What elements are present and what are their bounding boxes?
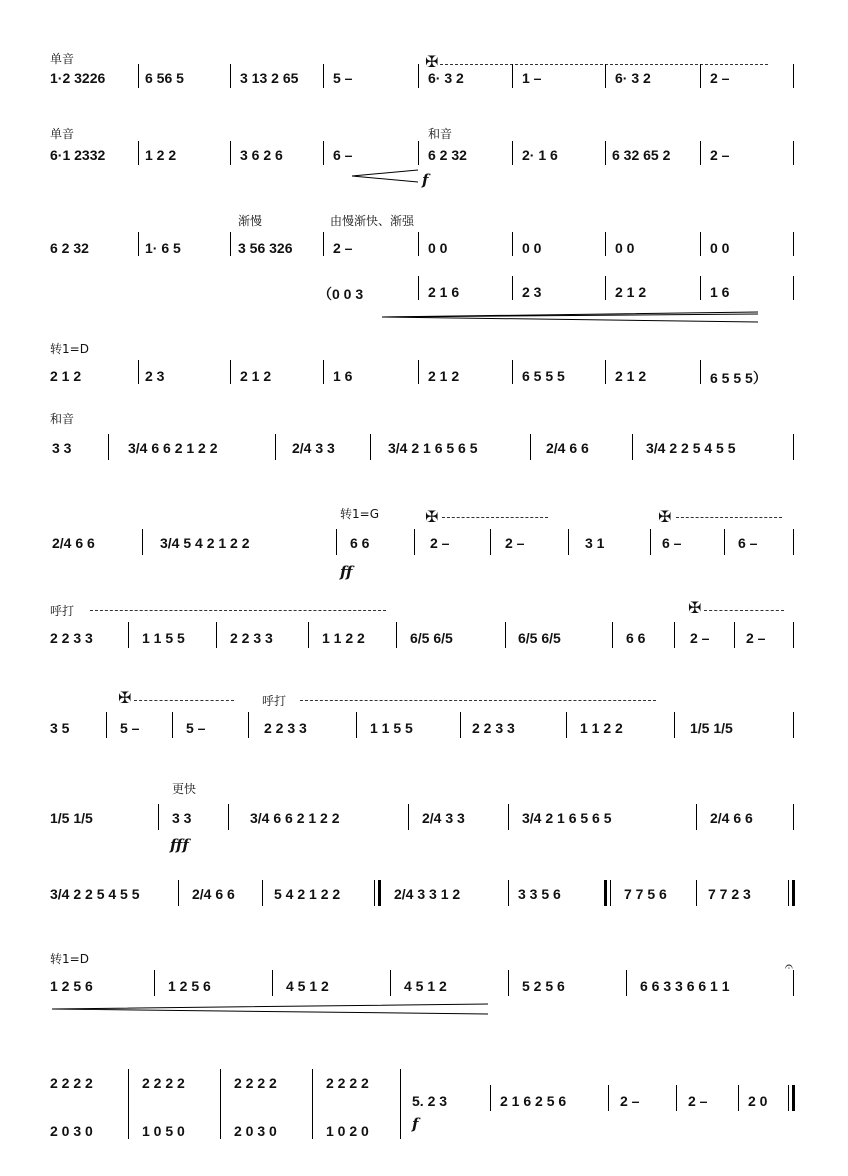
measure: 0 0 bbox=[428, 240, 448, 256]
measure: 4 5 1 2 bbox=[404, 978, 447, 994]
barline bbox=[323, 360, 324, 384]
repeat-bracket bbox=[440, 64, 768, 65]
barline bbox=[220, 1069, 221, 1139]
barline bbox=[793, 712, 794, 738]
measure: 3 1 bbox=[585, 535, 605, 551]
crescendo-wedge bbox=[350, 169, 420, 183]
barline bbox=[154, 970, 155, 996]
measure: 3 3 bbox=[52, 440, 72, 456]
barline bbox=[508, 804, 509, 830]
dynamic-mark: f bbox=[422, 171, 429, 189]
repeat-barline bbox=[378, 880, 381, 906]
system-2 bbox=[0, 125, 848, 189]
measure: 3 56 326 bbox=[238, 240, 293, 256]
barline bbox=[566, 712, 567, 738]
measure: 3/4 6 6 2 1 2 2 bbox=[250, 810, 340, 826]
barline bbox=[512, 232, 513, 256]
label-call: 呼打 bbox=[262, 694, 287, 708]
barline bbox=[323, 64, 324, 88]
barline bbox=[793, 529, 794, 555]
repeat-bracket bbox=[134, 700, 234, 701]
barline bbox=[674, 712, 675, 738]
repeat-bracket bbox=[676, 517, 782, 518]
barline bbox=[418, 232, 419, 256]
measure: 6/5 6/5 bbox=[518, 630, 561, 646]
measure: 5 – bbox=[333, 70, 353, 86]
repeat-barline bbox=[792, 880, 795, 906]
system-9 bbox=[0, 780, 848, 854]
tempo-rit: 渐慢 bbox=[238, 214, 263, 228]
barline bbox=[228, 804, 229, 830]
barline bbox=[605, 276, 606, 300]
measure: 2/4 6 6 bbox=[52, 535, 95, 551]
measure: 1 1 2 2 bbox=[580, 720, 623, 736]
tempo-faster: 更快 bbox=[172, 782, 197, 796]
barline bbox=[128, 622, 129, 648]
barline bbox=[323, 232, 324, 256]
barline bbox=[793, 804, 794, 830]
barline bbox=[356, 712, 357, 738]
measure: 6 6 3 3 6 6 1 1 bbox=[640, 978, 730, 994]
measure: 2 – bbox=[690, 630, 710, 646]
repeat-barline bbox=[604, 880, 607, 906]
barline bbox=[512, 64, 513, 88]
segno-icon: ✠ bbox=[658, 509, 672, 526]
measure: 3/4 2 1 6 5 6 5 bbox=[388, 440, 478, 456]
barline bbox=[700, 360, 701, 384]
measure: 7 7 5 6 bbox=[624, 886, 667, 902]
measure: 3 13 2 65 bbox=[240, 70, 299, 86]
system-8 bbox=[0, 692, 848, 752]
barline bbox=[530, 434, 531, 460]
barline bbox=[700, 232, 701, 256]
barline bbox=[230, 141, 231, 165]
measure: 1 2 5 6 bbox=[50, 978, 93, 994]
measure: 3/4 5 4 2 1 2 2 bbox=[160, 535, 250, 551]
system-7 bbox=[0, 602, 848, 662]
barline bbox=[608, 1085, 609, 1111]
barline bbox=[418, 360, 419, 384]
system-10 bbox=[0, 880, 848, 940]
barline bbox=[788, 1085, 789, 1111]
barline bbox=[400, 1069, 401, 1139]
measure: 5 – bbox=[120, 720, 140, 736]
measure: 2 2 2 2 bbox=[142, 1075, 185, 1091]
tempo-accel: 由慢渐快、渐强 bbox=[330, 214, 415, 228]
measure: 6 32 65 2 bbox=[612, 147, 671, 163]
measure: 1 2 2 bbox=[145, 147, 177, 163]
barline bbox=[374, 880, 375, 906]
barline bbox=[612, 622, 613, 648]
barline bbox=[793, 434, 794, 460]
segno-icon: ✠ bbox=[425, 509, 439, 526]
repeat-bracket bbox=[300, 700, 656, 701]
measure: 2 2 2 2 bbox=[234, 1075, 277, 1091]
measure: 2 – bbox=[710, 147, 730, 163]
measure-lower: 2 0 3 0 bbox=[50, 1123, 93, 1139]
measure: 1 1 5 5 bbox=[142, 630, 185, 646]
measure: 2· 1 6 bbox=[522, 147, 558, 163]
measure-lower: 2 0 3 0 bbox=[234, 1123, 277, 1139]
barline bbox=[793, 622, 794, 648]
barline bbox=[676, 1085, 677, 1111]
barline bbox=[262, 880, 263, 906]
label-harmony: 和音 bbox=[50, 412, 75, 426]
measure: 2 1 2 bbox=[615, 368, 647, 384]
barline bbox=[674, 622, 675, 648]
measure: 1·2 3226 bbox=[50, 70, 106, 86]
barline bbox=[390, 970, 391, 996]
barline bbox=[793, 141, 794, 165]
measure: 2 – bbox=[746, 630, 766, 646]
barline bbox=[793, 276, 794, 300]
measure: 5 4 2 1 2 2 bbox=[274, 886, 341, 902]
crescendo-wedge bbox=[380, 310, 760, 324]
barline bbox=[568, 529, 569, 555]
barline bbox=[138, 360, 139, 384]
measure: 1· 6 5 bbox=[145, 240, 181, 256]
measure: 2 1 2 bbox=[428, 368, 460, 384]
barline bbox=[610, 880, 611, 906]
dynamic-mark: fff bbox=[170, 836, 189, 854]
measure: 2 2 3 3 bbox=[230, 630, 273, 646]
barline bbox=[788, 880, 789, 906]
measure: 3/4 2 2 5 4 5 5 bbox=[646, 440, 736, 456]
barline bbox=[508, 970, 509, 996]
barline bbox=[696, 804, 697, 830]
measure: 2 – bbox=[688, 1093, 708, 1109]
measure: 2 2 3 3 bbox=[264, 720, 307, 736]
measure: 5. 2 3 bbox=[412, 1093, 448, 1109]
measure: 3/4 6 6 2 1 2 2 bbox=[128, 440, 218, 456]
measure: 1 6 bbox=[333, 368, 353, 384]
barline bbox=[275, 434, 276, 460]
barline bbox=[505, 622, 506, 648]
measure: 2 – bbox=[620, 1093, 640, 1109]
barline bbox=[323, 141, 324, 165]
measure: 2 – bbox=[710, 70, 730, 86]
barline bbox=[230, 360, 231, 384]
measure: 6·1 2332 bbox=[50, 147, 106, 163]
barline bbox=[370, 434, 371, 460]
measure: 2 2 3 3 bbox=[50, 630, 93, 646]
barline bbox=[793, 64, 794, 88]
barline bbox=[408, 804, 409, 830]
measure: 6 – bbox=[333, 147, 353, 163]
repeat-bracket bbox=[90, 610, 386, 611]
barline bbox=[138, 141, 139, 165]
barline bbox=[418, 141, 419, 165]
measure: 6/5 6/5 bbox=[410, 630, 453, 646]
system-6 bbox=[0, 505, 848, 581]
key-change: 转1=D bbox=[50, 952, 89, 966]
measure: 6 5 5 5 bbox=[522, 368, 565, 384]
measure: 0 0 bbox=[710, 240, 730, 256]
segno-icon: ✠ bbox=[688, 600, 702, 617]
system-5 bbox=[0, 410, 848, 470]
system-4 bbox=[0, 340, 848, 400]
final-barline bbox=[792, 1085, 795, 1111]
measure: 2 0 bbox=[748, 1093, 768, 1109]
measure-lower: （0 0 3 bbox=[318, 286, 364, 302]
barline bbox=[138, 64, 139, 88]
measure: 1 1 5 5 bbox=[370, 720, 413, 736]
fermata-icon: 𝄐 bbox=[785, 958, 793, 974]
barline bbox=[512, 276, 513, 300]
measure: 1/5 1/5 bbox=[50, 810, 93, 826]
system-3 bbox=[0, 212, 848, 302]
measure-lower: 1 0 2 0 bbox=[326, 1123, 369, 1139]
segno-icon: ✠ bbox=[118, 690, 132, 707]
barline bbox=[605, 360, 606, 384]
barline bbox=[396, 622, 397, 648]
barline bbox=[696, 880, 697, 906]
measure: 1 1 2 2 bbox=[322, 630, 365, 646]
measure: 6 6 bbox=[626, 630, 646, 646]
measure: 2/4 6 6 bbox=[710, 810, 753, 826]
measure: 6 – bbox=[738, 535, 758, 551]
barline bbox=[108, 434, 109, 460]
barline bbox=[178, 880, 179, 906]
barline bbox=[460, 712, 461, 738]
measure: 3 5 bbox=[50, 720, 70, 736]
barline bbox=[724, 529, 725, 555]
measure: 5 2 5 6 bbox=[522, 978, 565, 994]
measure-lower: 1 0 5 0 bbox=[142, 1123, 185, 1139]
measure: 1 2 5 6 bbox=[168, 978, 211, 994]
measure: 6 – bbox=[662, 535, 682, 551]
measure: 5 – bbox=[186, 720, 206, 736]
barline bbox=[142, 529, 143, 555]
measure: 2 1 2 bbox=[240, 368, 272, 384]
measure: 6 2 32 bbox=[50, 240, 89, 256]
measure: 2 1 6 2 5 6 bbox=[500, 1093, 567, 1109]
barline bbox=[490, 1085, 491, 1111]
barline bbox=[793, 232, 794, 256]
measure: 2/4 6 6 bbox=[546, 440, 589, 456]
measure-lower: 2 1 6 bbox=[428, 284, 460, 300]
barline bbox=[734, 622, 735, 648]
system-11 bbox=[0, 950, 848, 1010]
barline bbox=[336, 529, 337, 555]
measure: 2 2 2 2 bbox=[50, 1075, 93, 1091]
barline bbox=[605, 141, 606, 165]
barline bbox=[158, 804, 159, 830]
barline bbox=[490, 529, 491, 555]
barline bbox=[414, 529, 415, 555]
measure: 6 6 bbox=[350, 535, 370, 551]
measure: 2/4 3 3 bbox=[292, 440, 335, 456]
measure: 3 3 bbox=[172, 810, 192, 826]
measure-lower: 1 6 bbox=[710, 284, 730, 300]
measure: 3/4 2 1 6 5 6 5 bbox=[522, 810, 612, 826]
barline bbox=[626, 970, 627, 996]
barline bbox=[700, 64, 701, 88]
segno-icon: ✠ bbox=[425, 54, 439, 71]
label-harmony: 和音 bbox=[428, 127, 453, 141]
measure: 6 2 32 bbox=[428, 147, 467, 163]
barline bbox=[508, 880, 509, 906]
measure: 7 7 2 3 bbox=[708, 886, 751, 902]
measure: 6· 3 2 bbox=[428, 70, 464, 86]
measure: 2/4 3 3 1 2 bbox=[394, 886, 461, 902]
barline bbox=[248, 712, 249, 738]
measure: 2 1 2 bbox=[50, 368, 82, 384]
barline bbox=[418, 64, 419, 88]
barline bbox=[605, 232, 606, 256]
measure: 1 – bbox=[522, 70, 542, 86]
barline bbox=[308, 622, 309, 648]
barline bbox=[216, 622, 217, 648]
measure: 6· 3 2 bbox=[615, 70, 651, 86]
barline bbox=[272, 970, 273, 996]
measure: 4 5 1 2 bbox=[286, 978, 329, 994]
dynamic-mark: ff bbox=[340, 563, 353, 581]
system-12 bbox=[0, 1065, 848, 1139]
barline bbox=[632, 434, 633, 460]
measure: 2 2 3 3 bbox=[472, 720, 515, 736]
barline bbox=[650, 529, 651, 555]
barline bbox=[605, 64, 606, 88]
barline bbox=[230, 64, 231, 88]
measure: 2 3 bbox=[145, 368, 165, 384]
measure: 2 – bbox=[430, 535, 450, 551]
measure: 3 3 5 6 bbox=[518, 886, 561, 902]
measure: 0 0 bbox=[615, 240, 635, 256]
measure-lower: 2 1 2 bbox=[615, 284, 647, 300]
barline bbox=[700, 141, 701, 165]
label-single-tone: 单音 bbox=[50, 127, 75, 141]
measure: 2/4 3 3 bbox=[422, 810, 465, 826]
measure: 0 0 bbox=[522, 240, 542, 256]
label-call: 呼打 bbox=[50, 604, 75, 618]
measure: 2 2 2 2 bbox=[326, 1075, 369, 1091]
measure: 1/5 1/5 bbox=[690, 720, 733, 736]
barline bbox=[738, 1085, 739, 1111]
measure: 3/4 2 2 5 4 5 5 bbox=[50, 886, 140, 902]
barline bbox=[793, 970, 794, 996]
measure: 3 6 2 6 bbox=[240, 147, 283, 163]
barline bbox=[128, 1069, 129, 1139]
barline bbox=[312, 1069, 313, 1139]
measure-lower: 2 3 bbox=[522, 284, 542, 300]
barline bbox=[512, 141, 513, 165]
crescendo-wedge bbox=[50, 1002, 490, 1016]
barline bbox=[230, 232, 231, 256]
barline bbox=[106, 712, 107, 738]
repeat-bracket bbox=[704, 610, 784, 611]
barline bbox=[172, 712, 173, 738]
barline bbox=[700, 276, 701, 300]
barline bbox=[512, 360, 513, 384]
dynamic-mark: f bbox=[412, 1115, 419, 1133]
key-change: 转1=D bbox=[50, 342, 89, 356]
system-1 bbox=[0, 50, 848, 110]
key-change: 转1=G bbox=[340, 507, 379, 521]
label-single-tone: 单音 bbox=[50, 52, 75, 66]
measure: 6 56 5 bbox=[145, 70, 184, 86]
measure: 2 – bbox=[333, 240, 353, 256]
barline bbox=[138, 232, 139, 256]
repeat-bracket bbox=[442, 517, 548, 518]
measure: 2 – bbox=[505, 535, 525, 551]
measure: 2/4 6 6 bbox=[192, 886, 235, 902]
measure: 6 5 5 5） bbox=[710, 370, 767, 386]
barline bbox=[418, 276, 419, 300]
